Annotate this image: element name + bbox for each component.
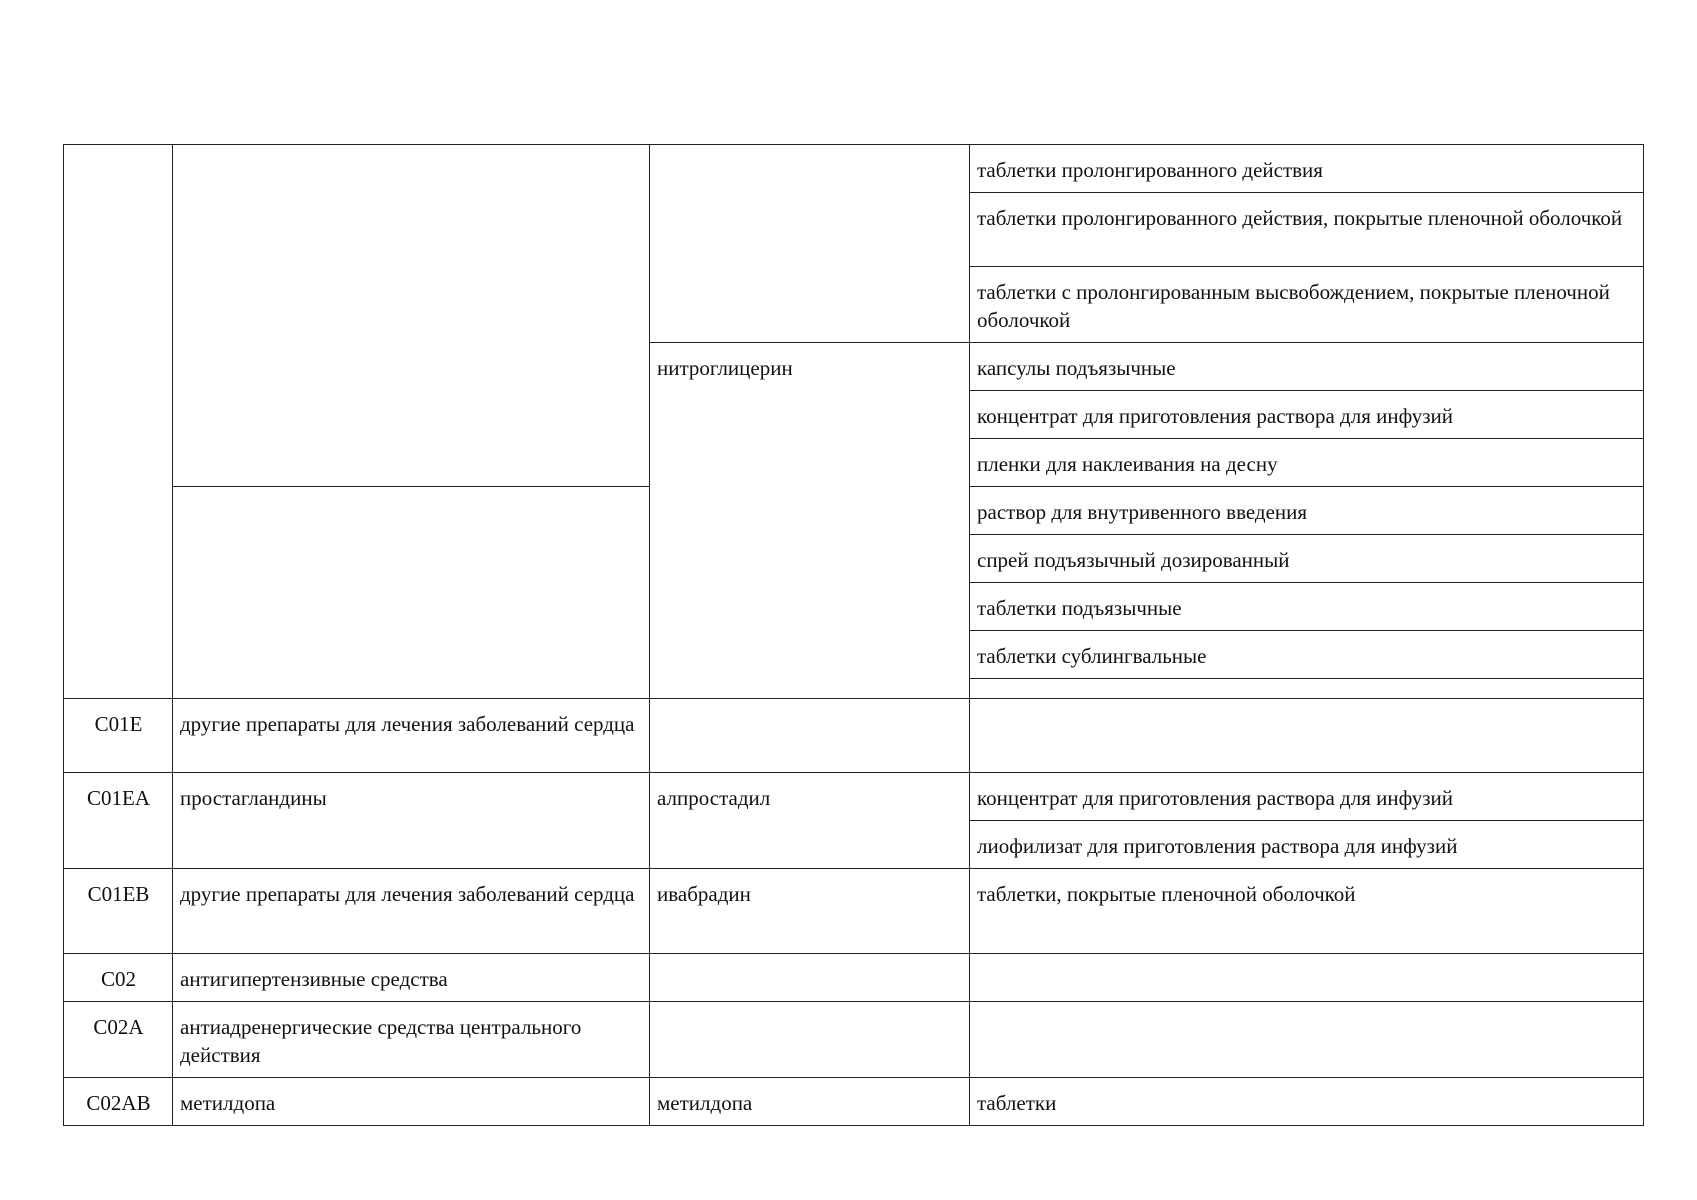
group-name-cell: простагландины bbox=[173, 773, 650, 869]
dosage-form-cell: спрей подъязычный дозированный bbox=[970, 535, 1644, 583]
dosage-form-cell: таблетки пролонгированного действия, покрытые пленочной оболочкой bbox=[970, 193, 1644, 267]
dosage-form-cell: таблетки с пролонгированным высвобождением, покрытые пленочной оболочкой bbox=[970, 267, 1644, 343]
table-row bbox=[64, 1078, 1644, 1126]
table-row bbox=[64, 869, 1644, 954]
spacer-cell bbox=[970, 679, 1644, 699]
table-row bbox=[64, 773, 1644, 821]
dosage-form-cell: концентрат для приготовления раствора для инфузий bbox=[970, 391, 1644, 439]
atc-code-cell: C02AB bbox=[64, 1078, 173, 1126]
dosage-form-cell: таблетки подъязычные bbox=[970, 583, 1644, 631]
group-name-cell bbox=[173, 487, 650, 699]
dosage-form-cell: концентрат для приготовления раствора для инфузий bbox=[970, 773, 1644, 821]
dosage-form-cell: раствор для внутривенного введения bbox=[970, 487, 1644, 535]
code-cell bbox=[64, 145, 173, 699]
dosage-form-cell: таблетки, покрытые пленочной оболочкой bbox=[970, 869, 1644, 954]
table-row bbox=[64, 699, 1644, 773]
group-name-cell: антиадренергические средства центрального действия bbox=[173, 1002, 650, 1078]
drug-cell bbox=[650, 1002, 970, 1078]
drug-cell bbox=[650, 699, 970, 773]
drug-cell: метилдопа bbox=[650, 1078, 970, 1126]
group-name-cell: другие препараты для лечения заболеваний сердца bbox=[173, 699, 650, 773]
dosage-form-cell: капсулы подъязычные bbox=[970, 343, 1644, 391]
atc-code-cell: C01EA bbox=[64, 773, 173, 869]
group-name-cell: антигипертензивные средства bbox=[173, 954, 650, 1002]
atc-code-cell: C01E bbox=[64, 699, 173, 773]
group-name-cell: метилдопа bbox=[173, 1078, 650, 1126]
drug-cell bbox=[650, 145, 970, 343]
table-row bbox=[64, 145, 1644, 193]
dosage-form-cell: таблетки сублингвальные bbox=[970, 631, 1644, 679]
drug-cell: нитроглицерин bbox=[650, 343, 970, 699]
dosage-form-cell bbox=[970, 954, 1644, 1002]
dosage-form-cell: лиофилизат для приготовления раствора для инфузий bbox=[970, 821, 1644, 869]
atc-code-cell: C02A bbox=[64, 1002, 173, 1078]
dosage-form-cell bbox=[970, 1002, 1644, 1078]
drug-cell: ивабрадин bbox=[650, 869, 970, 954]
group-name-cell: другие препараты для лечения заболеваний сердца bbox=[173, 869, 650, 954]
drug-table bbox=[63, 144, 1644, 1126]
dosage-form-cell: таблетки пролонгированного действия bbox=[970, 145, 1644, 193]
dosage-form-cell: таблетки bbox=[970, 1078, 1644, 1126]
drug-cell: алпростадил bbox=[650, 773, 970, 869]
dosage-form-cell: пленки для наклеивания на десну bbox=[970, 439, 1644, 487]
table-row bbox=[64, 1002, 1644, 1078]
table-row bbox=[64, 954, 1644, 1002]
group-name-cell bbox=[173, 145, 650, 487]
dosage-form-cell bbox=[970, 699, 1644, 773]
atc-code-cell: C02 bbox=[64, 954, 173, 1002]
drug-cell bbox=[650, 954, 970, 1002]
atc-code-cell: C01EB bbox=[64, 869, 173, 954]
